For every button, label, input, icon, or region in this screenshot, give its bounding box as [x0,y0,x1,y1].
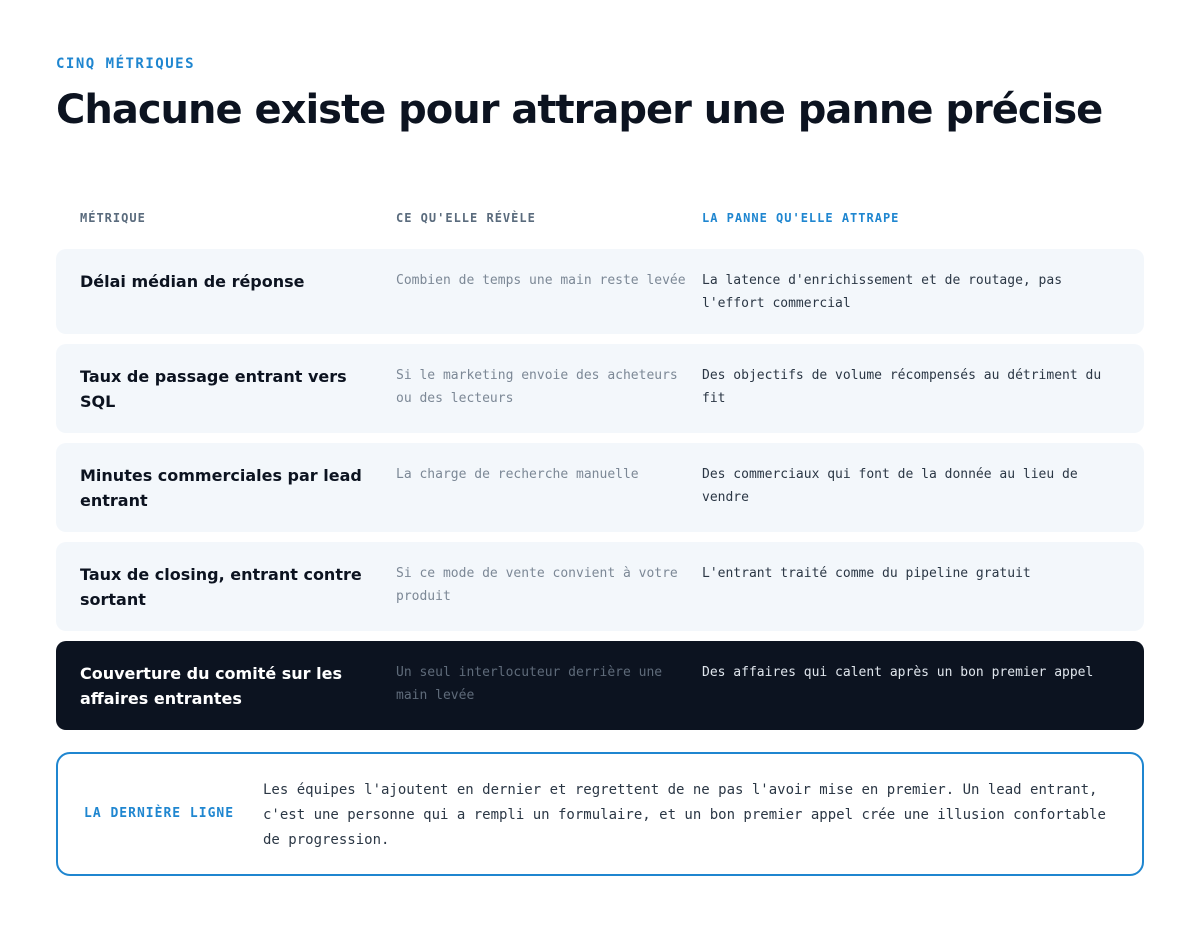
metric-reveals: Si ce mode de vente convient à votre produit [396,566,678,604]
metric-name: Couverture du comité sur les affaires entrantes [80,664,342,708]
metric-reveals: Combien de temps une main reste levée [396,273,686,288]
table-row [56,344,1144,433]
table-row [56,542,1144,631]
metric-catches: Des commerciaux qui font de la donnée au lieu de vendre [702,467,1078,505]
metric-catches: La latence d'enrichissement et de routage, pas l'effort commercial [702,273,1063,311]
table-row-highlighted [56,641,1144,730]
table-row [56,249,1144,334]
metric-reveals: La charge de recherche manuelle [396,467,639,482]
metric-reveals: Si le marketing envoie des acheteurs ou des lecteurs [396,368,678,406]
metric-name: Taux de closing, entrant contre sortant [80,565,362,609]
metric-name: Minutes commerciales par lead entrant [80,466,362,510]
bottom-line-callout [56,752,1144,876]
column-header-metric: MÉTRIQUE [80,211,146,225]
metric-catches: L'entrant traité comme du pipeline gratuit [702,566,1031,581]
column-header-catches: LA PANNE QU'ELLE ATTRAPE [702,211,900,225]
metric-reveals: Un seul interlocuteur derrière une main levée [396,665,663,703]
bottom-line-label: LA DERNIÈRE LIGNE [84,806,235,821]
metric-name: Délai médian de réponse [80,272,305,291]
page-title: Chacune existe pour attraper une panne précise [56,87,1103,133]
table-row [56,443,1144,532]
metric-name: Taux de passage entrant vers SQL [80,367,347,411]
bottom-line-text: Les équipes l'ajoutent en dernier et regrettent de ne pas l'avoir mise en premier. Un lead entrant, c'est une personne qui a rempli un formulaire, et un bon premier appel crée une illusion confortable de progression. [263,782,1106,848]
metric-catches: Des objectifs de volume récompensés au détriment du fit [702,368,1102,406]
metric-catches: Des affaires qui calent après un bon premier appel [702,665,1094,680]
column-header-reveals: CE QU'ELLE RÉVÈLE [396,211,536,225]
section-eyebrow: CINQ MÉTRIQUES [56,56,196,72]
